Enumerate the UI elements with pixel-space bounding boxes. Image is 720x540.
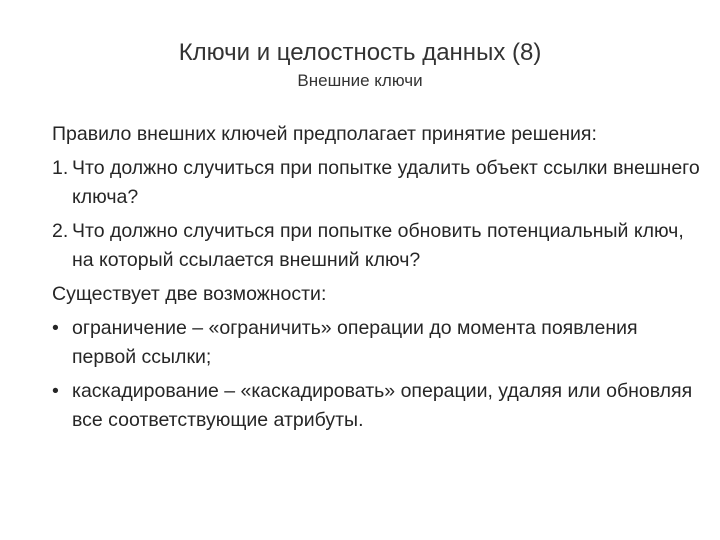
- numbered-item-2-text: Что должно случиться при попытке обновить потенциальный ключ, на который ссылается внешний ключ?: [72, 220, 684, 271]
- numbered-item-2: [52, 217, 702, 275]
- bullet-item-2-text: каскадирование – «каскадировать» операции, удаляя или обновляя все соответствующие атрибуты.: [72, 380, 693, 431]
- slide-subtitle: Внешние ключи: [297, 71, 423, 90]
- slide-title: Ключи и целостность данных (8): [178, 39, 542, 66]
- bullet-item-2-marker: •: [52, 380, 59, 402]
- possibilities-heading: Существует две возможности:: [52, 283, 327, 305]
- numbered-item-1: [52, 154, 702, 212]
- title-block: [0, 38, 720, 92]
- intro-text: Правило внешних ключей предполагает принятие решения:: [52, 123, 597, 145]
- numbered-item-1-text: Что должно случиться при попытке удалить объект ссылки внешнего ключа?: [72, 157, 700, 208]
- slide-body: [52, 120, 702, 440]
- numbered-item-2-marker: 2.: [52, 220, 69, 242]
- bullet-item-2: [52, 377, 702, 435]
- bullet-item-1: [52, 314, 702, 372]
- bullet-item-1-marker: •: [52, 317, 59, 339]
- numbered-item-1-marker: 1.: [52, 157, 69, 179]
- bullet-item-1-text: ограничение – «ограничить» операции до момента появления первой ссылки;: [72, 317, 638, 368]
